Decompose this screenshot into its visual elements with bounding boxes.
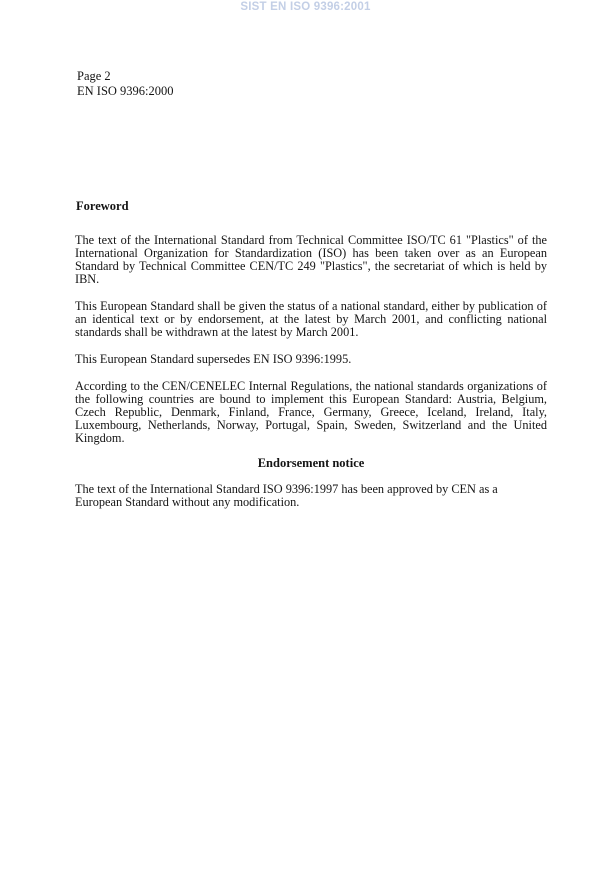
endorsement-heading: Endorsement notice xyxy=(257,456,365,470)
watermark: SIST EN ISO 9396:2001 xyxy=(240,1,371,13)
foreword-paragraph-3: This European Standard supersedes EN ISO 9396:1995. xyxy=(75,352,352,366)
standard-reference: EN ISO 9396:2000 xyxy=(77,84,174,98)
foreword-paragraph-1: The text of the International Standard from Technical Committee ISO/TC 61 "Plastics" of the International Organization for Standardization (ISO) has been taken over as an European Standard by Technical Committee CEN/TC 249 "Plastics", the secretariat of which is held by IBN. xyxy=(75,233,547,286)
foreword-paragraph-4: According to the CEN/CENELEC Internal Regulations, the national standards organizations of the following countries are bound to implement this European Standard: Austria, Belgium, Czech Republic, Denmark, Finland, France, Germany, Greece, Iceland, Ireland, Italy, Luxembourg, Netherlands, Norway, Portugal, Spain, Sweden, Switzerland and the United Kingdom. xyxy=(75,379,547,445)
page-header xyxy=(77,69,174,99)
foreword-heading: Foreword xyxy=(76,199,129,213)
page-number: Page 2 xyxy=(77,69,111,83)
foreword-paragraph-2: This European Standard shall be given the status of a national standard, either by publication of an identical text or by endorsement, at the latest by March 2001, and conflicting national standards shall be withdrawn at the latest by March 2001. xyxy=(75,299,547,339)
endorsement-text: The text of the International Standard ISO 9396:1997 has been approved by CEN as a European Standard without any modification. xyxy=(75,482,498,509)
document-body xyxy=(75,200,547,509)
